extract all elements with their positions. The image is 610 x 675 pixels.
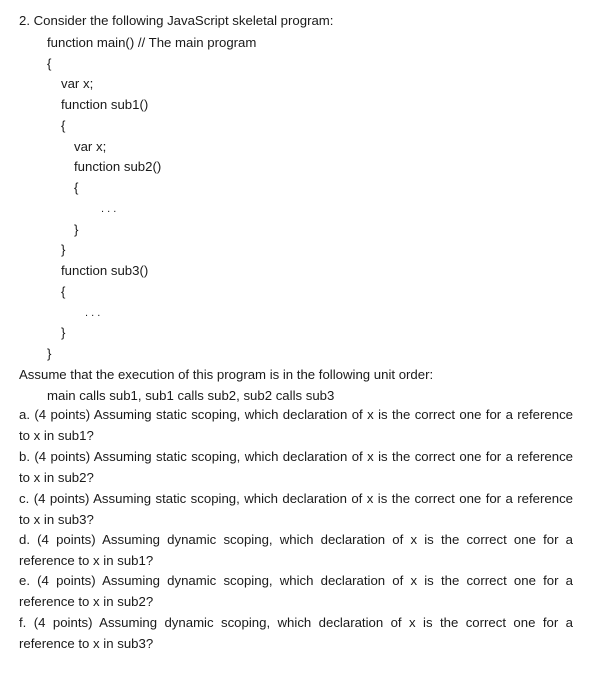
question-heading: 2. Consider the following JavaScript skeletal program: — [19, 13, 334, 28]
question-part-c: c. (4 points) Assuming static scoping, which declaration of x is the correct one for a reference to x in sub3? — [19, 491, 573, 527]
code-sub3-declaration: function sub3() — [61, 263, 149, 278]
code-sub1-open-brace: { — [61, 118, 66, 133]
question-part-d: d. (4 points) Assuming dynamic scoping, which declaration of x is the correct one for a reference to x in sub1? — [19, 532, 573, 568]
code-sub3-ellipsis: . . . — [85, 307, 101, 319]
code-sub2-open-brace: { — [74, 180, 79, 195]
code-sub1-close-brace: } — [61, 242, 66, 257]
code-sub2-ellipsis: . . . — [101, 203, 117, 215]
code-main-declaration: function main() // The main program — [47, 35, 257, 50]
code-sub2-declaration: function sub2() — [74, 159, 162, 174]
code-sub3-open-brace: { — [61, 284, 66, 299]
call-order-text: main calls sub1, sub1 calls sub2, sub2 calls sub3 — [47, 388, 335, 403]
assumption-text: Assume that the execution of this program is in the following unit order: — [19, 367, 434, 382]
code-sub2-close-brace: } — [74, 222, 79, 237]
question-part-b: b. (4 points) Assuming static scoping, which declaration of x is the correct one for a reference to x in sub2? — [19, 449, 573, 485]
question-part-f: f. (4 points) Assuming dynamic scoping, which declaration of x is the correct one for a reference to x in sub3? — [19, 615, 573, 651]
code-sub1-var-x: var x; — [74, 139, 107, 154]
code-sub1-declaration: function sub1() — [61, 97, 149, 112]
question-part-e: e. (4 points) Assuming dynamic scoping, which declaration of x is the correct one for a reference to x in sub2? — [19, 573, 573, 609]
code-main-close-brace: } — [47, 346, 52, 361]
code-main-open-brace: { — [47, 56, 52, 71]
question-part-a: a. (4 points) Assuming static scoping, which declaration of x is the correct one for a reference to x in sub1? — [19, 407, 573, 443]
code-main-var-x: var x; — [61, 76, 94, 91]
code-sub3-close-brace: } — [61, 325, 66, 340]
